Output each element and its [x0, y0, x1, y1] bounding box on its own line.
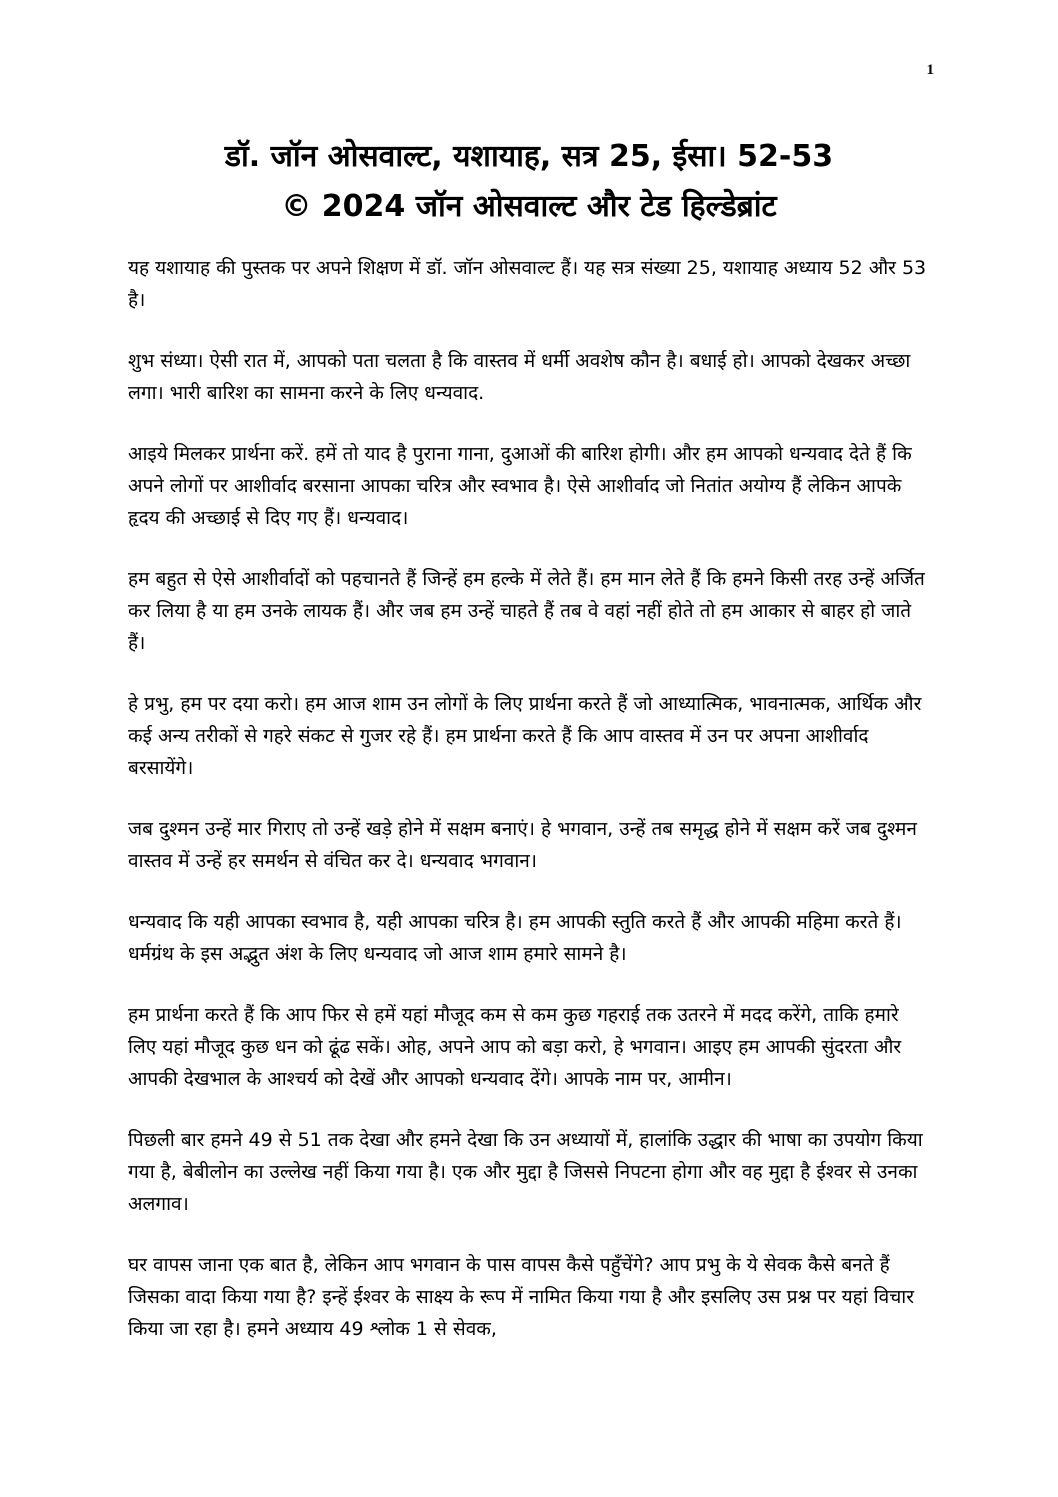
paragraph-praise: धन्यवाद कि यही आपका स्वभाव है, यही आपका चरित्र है। हम आपकी स्तुति करते हैं और आपकी महिमा करते हैं। धर्मग्रंथ के इस अद्भुत अंश के लिए धन्यवाद जो आज शाम हमारे सामने है।: [128, 911, 902, 965]
document-body: [128, 252, 928, 1374]
title-line-2: © 2024 जॉन ओसवाल्ट और टेड हिल्डेब्रांट: [281, 189, 777, 224]
document-title: [60, 132, 998, 232]
paragraph-intro: यह यशायाह की पुस्तक पर अपने शिक्षण में डॉ. जॉन ओसवाल्ट हैं। यह सत्र संख्या 25, यशायाह अध्याय 52 और 53 है।: [128, 257, 927, 311]
page-number: 1: [926, 62, 934, 78]
title-line-1: डॉ. जॉन ओसवाल्ट, यशायाह, सत्र 25, ईसा। 52-53: [224, 139, 834, 174]
paragraph-enemy: जब दुश्मन उन्हें मार गिराए तो उन्हें खड़े होने में सक्षम बनाएं। हे भगवान, उन्हें तब समृद्ध होने में सक्षम करें जब दुश्मन वास्तव में उन्हें हर समर्थन से वंचित कर दे। धन्यवाद भगवान।: [128, 818, 917, 872]
paragraph-greeting: शुभ संध्या। ऐसी रात में, आपको पता चलता है कि वास्तव में धर्मी अवशेष कौन है। बधाई हो। आपको देखकर अच्छा लगा। भारी बारिश का सामना करने के लिए धन्यवाद.: [128, 350, 911, 404]
paragraph-servant: घर वापस जाना एक बात है, लेकिन आप भगवान के पास वापस कैसे पहुँचेंगे? आप प्रभु के ये सेवक कैसे बनते हैं जिसका वादा किया गया है? इन्हें ईश्वर के साक्ष्य के रूप में नामित किया गया है और इसलिए उस प्रश्न पर यहां विचार किया जा रहा है। हमने अध्याय 49 श्लोक 1 से सेवक,: [128, 1254, 914, 1340]
paragraph-previous-chapters: पिछली बार हमने 49 से 51 तक देखा और हमने देखा कि उन अध्यायों में, हालांकि उद्धार की भाषा का उपयोग किया गया है, बेबीलोन का उल्लेख नहीं किया गया है। एक और मुद्दा है जिससे निपटना होगा और वह मुद्दा है ईश्वर से उनका अलगाव।: [128, 1129, 923, 1215]
paragraph-blessings: हम बहुत से ऐसे आशीर्वादों को पहचानते हैं जिन्हें हम हल्के में लेते हैं। हम मान लेते हैं कि हमने किसी तरह उन्हें अर्जित कर लिया है या हम उनके लायक हैं। और जब हम उन्हें चाहते हैं तब वे वहां नहीं होते तो हम आकार से बाहर हो जाते हैं।: [128, 568, 925, 654]
paragraph-prayer-opening: आइये मिलकर प्रार्थना करें. हमें तो याद है पुराना गाना, दुआओं की बारिश होगी। और हम आपको धन्यवाद देते हैं कि अपने लोगों पर आशीर्वाद बरसाना आपका चरित्र और स्वभाव है। ऐसे आशीर्वाद जो नितांत अयोग्य हैं लेकिन आपके हृदय की अच्छाई से दिए गए हैं। धन्यवाद।: [128, 443, 912, 529]
paragraph-amen: हम प्रार्थना करते हैं कि आप फिर से हमें यहां मौजूद कम से कम कुछ गहराई तक उतरने में मदद करेंगे, ताकि हमारे लिए यहां मौजूद कुछ धन को ढूंढ सकें। ओह, अपने आप को बड़ा करो, हे भगवान। आइए हम आपकी सुंदरता और आपकी देखभाल के आश्चर्य को देखें और आपको धन्यवाद देंगे। आपके नाम पर, आमीन।: [128, 1004, 902, 1090]
paragraph-mercy: हे प्रभु, हम पर दया करो। हम आज शाम उन लोगों के लिए प्रार्थना करते हैं जो आध्यात्मिक, भावनात्मक, आर्थिक और कई अन्य तरीकों से गहरे संकट से गुजर रहे हैं। हम प्रार्थना करते हैं कि आप वास्तव में उन पर अपना आशीर्वाद बरसायेंगे।: [128, 693, 922, 779]
